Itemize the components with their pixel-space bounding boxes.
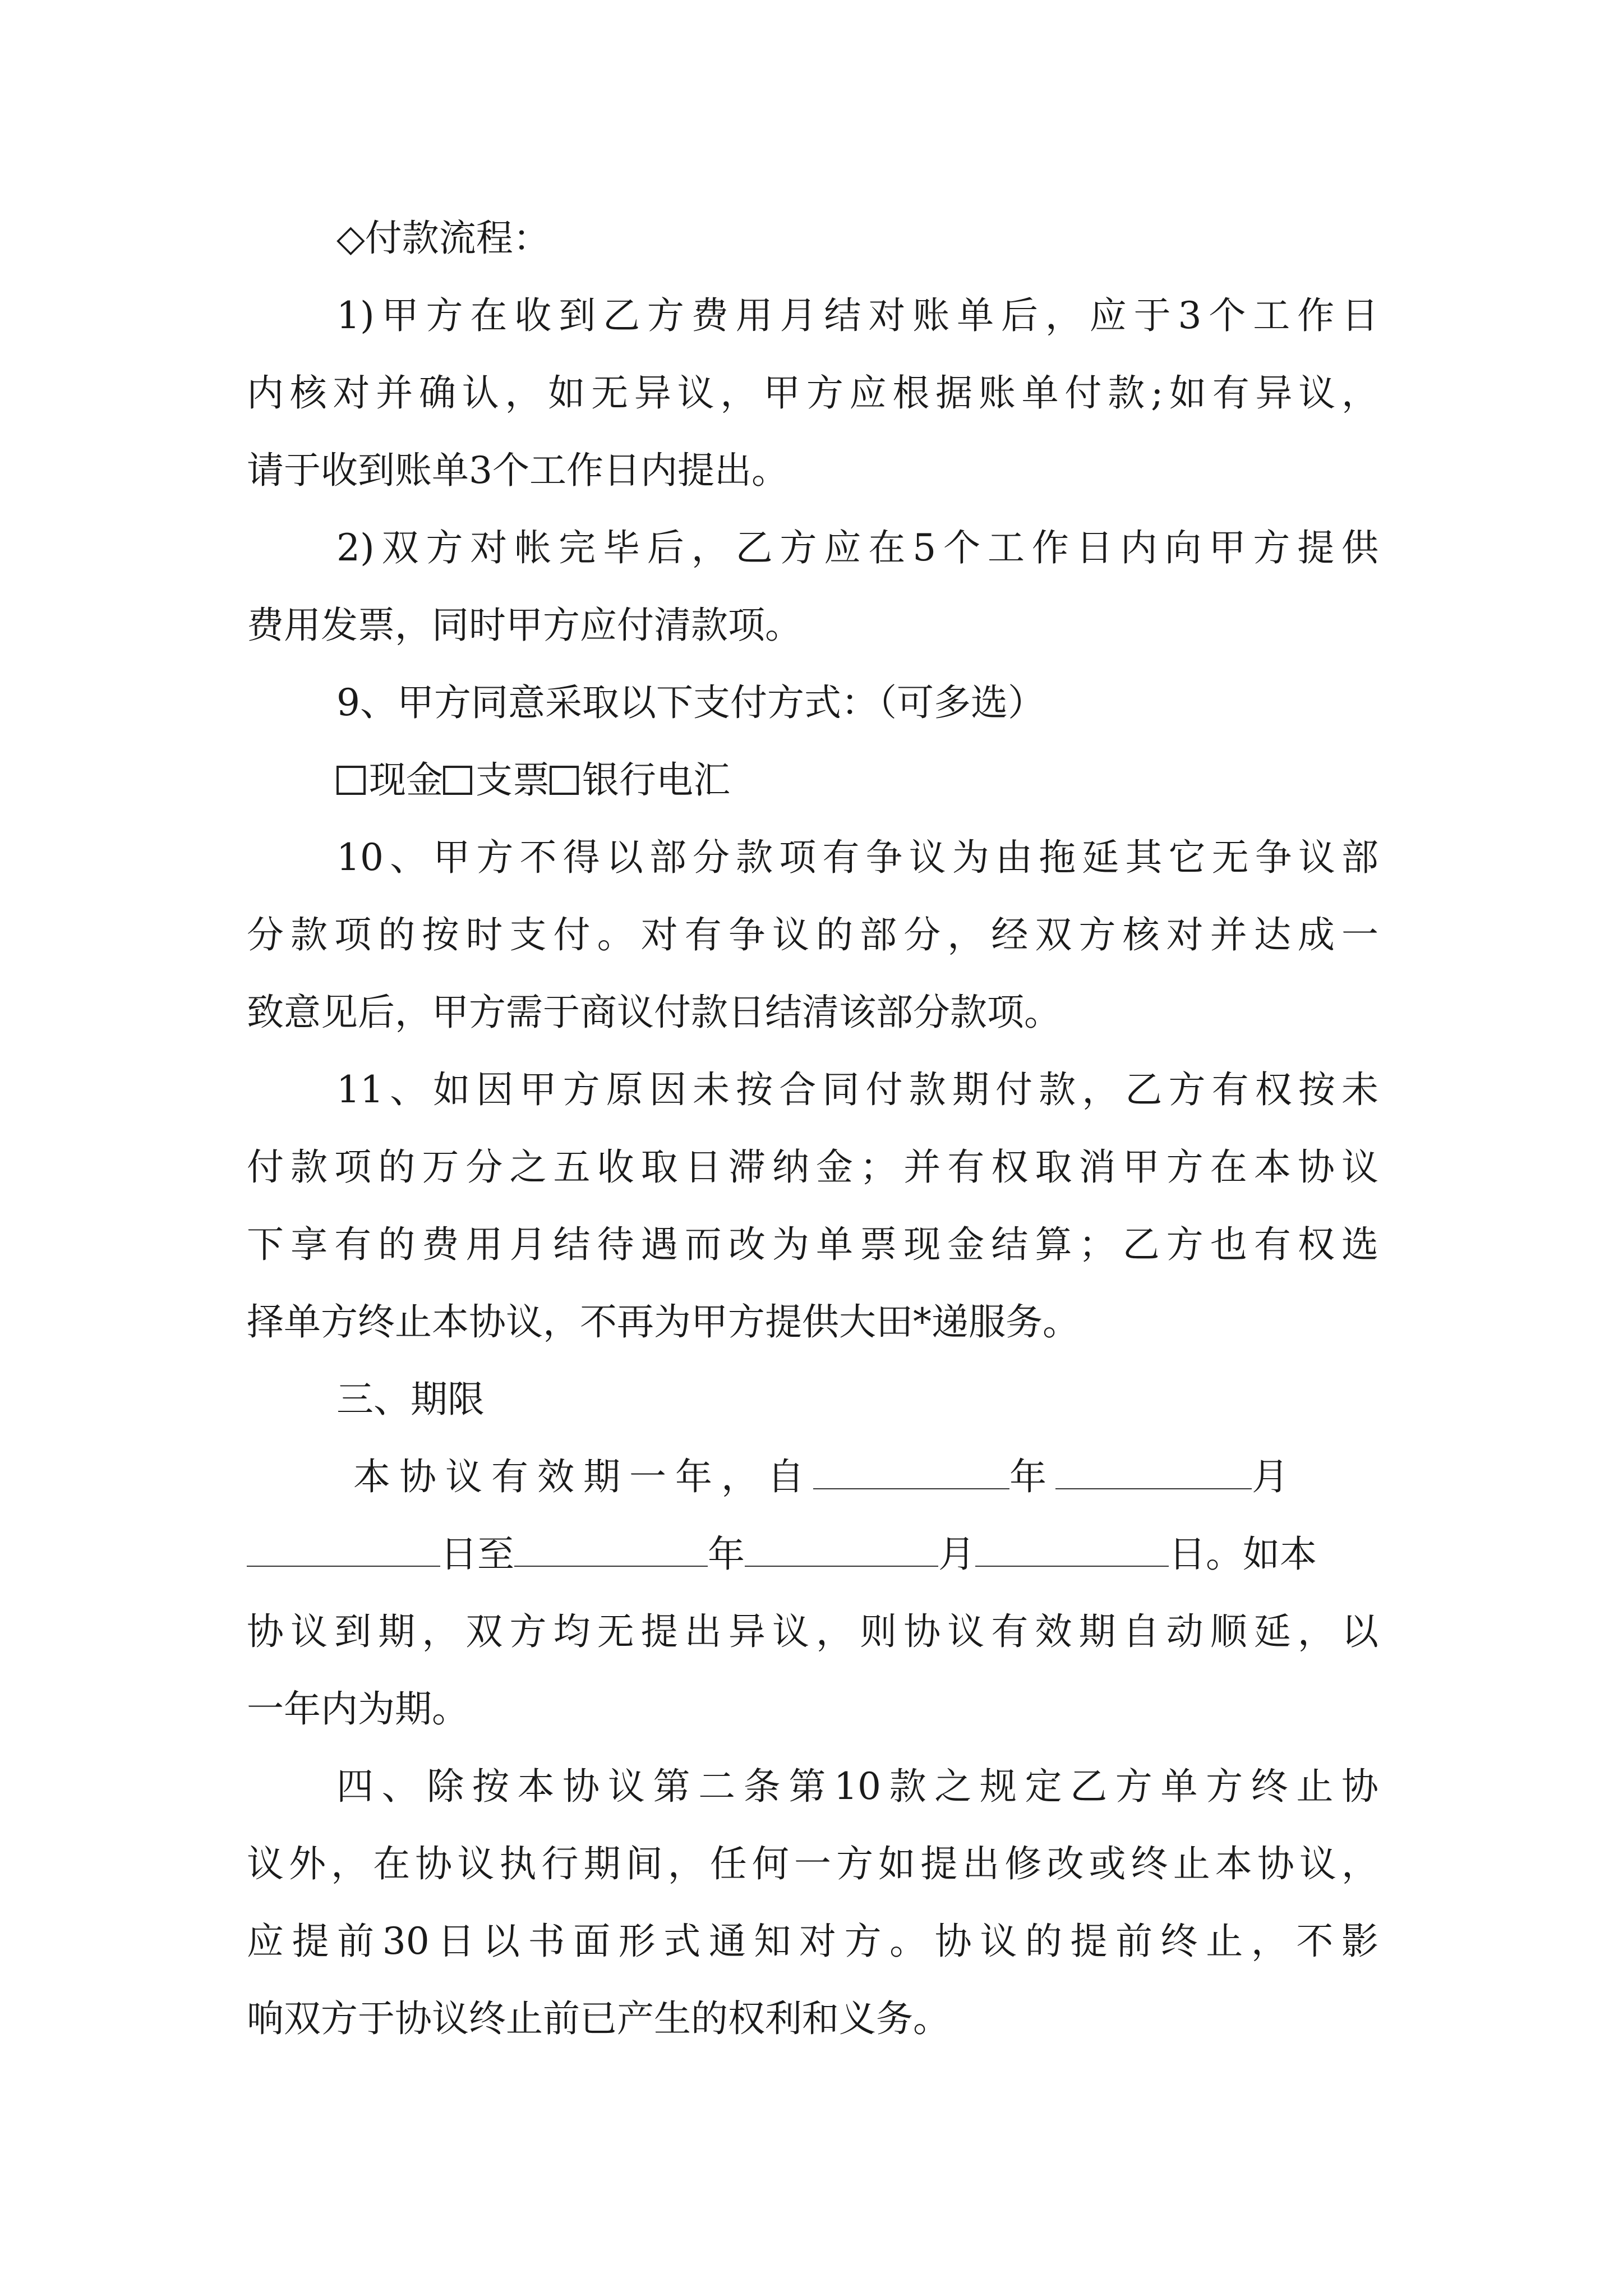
- start-month-blank[interactable]: [1055, 1455, 1252, 1489]
- term-line1: [353, 1452, 1298, 1502]
- option-cash-label: 现金: [369, 758, 443, 802]
- end-day-blank[interactable]: [975, 1532, 1169, 1567]
- item1-line3: 请于收到账单3个工作日内提出。: [247, 449, 789, 492]
- section3-heading: 三、期限: [336, 1378, 485, 1421]
- clause10-line3: 致意见后，甲方需于商议付款日结清该部分款项。: [247, 991, 1061, 1034]
- clause9-text: 9、甲方同意采取以下支付方式：（可多选）: [336, 681, 1045, 724]
- section4-line4: 响双方于协议终止前已产生的权利和义务。: [247, 1997, 950, 2040]
- item2-line1: 2)双方对帐完毕后，乙方应在5个工作日内向甲方提供: [336, 526, 1378, 569]
- end-year-blank[interactable]: [514, 1532, 708, 1567]
- clause11-line2: 付款项的万分之五收取日滞纳金；并有权取消甲方在本协议: [247, 1145, 1378, 1189]
- term-end-day-label: 日。如本: [1169, 1533, 1317, 1576]
- clause11-line3: 下享有的费用月结待遇而改为单票现金结算；乙方也有权选: [247, 1223, 1378, 1266]
- payment-flow-heading: ◇付款流程：: [336, 217, 550, 260]
- term-line2: [247, 1529, 1317, 1580]
- term-end-year-label: 年: [708, 1533, 745, 1576]
- term-month-label: 月: [1252, 1455, 1298, 1498]
- section3-line4: 一年内为期。: [247, 1687, 469, 1731]
- section4-line3: 应提前30日以书面形式通知对方。协议的提前终止，不影: [247, 1920, 1378, 1963]
- end-month-blank[interactable]: [745, 1532, 938, 1567]
- clause11-line4: 择单方终止本协议，不再为甲方提供大田*递服务。: [247, 1300, 1080, 1343]
- checkbox-cheque[interactable]: [443, 766, 472, 795]
- payment-options: [336, 755, 730, 806]
- item1-line2: 内核对并确认，如无异议，甲方应根据账单付款;如有异议，: [247, 371, 1378, 415]
- checkbox-cash[interactable]: [336, 766, 366, 795]
- section4-line1: 四、除按本协议第二条第10款之规定乙方单方终止协: [336, 1765, 1378, 1808]
- term-day-to-label: 日至: [440, 1533, 514, 1576]
- start-day-blank[interactable]: [247, 1532, 440, 1567]
- clause10-line1: 10、甲方不得以部分款项有争议为由拖延其它无争议部: [336, 836, 1378, 879]
- start-year-blank[interactable]: [813, 1455, 1009, 1489]
- item2-line2: 费用发票，同时甲方应付清款项。: [247, 604, 802, 647]
- section3-line3: 协议到期，双方均无提出异议，则协议有效期自动顺延，以: [247, 1610, 1378, 1653]
- term-year-label: 年: [1009, 1455, 1055, 1498]
- option-wire-label: 银行电汇: [582, 758, 730, 802]
- checkbox-wire-transfer[interactable]: [550, 766, 579, 795]
- term-end-month-label: 月: [938, 1533, 975, 1576]
- item1-line1: 1)甲方在收到乙方费用月结对账单后，应于3个工作日: [336, 294, 1378, 337]
- section4-line2: 议外，在协议执行期间，任何一方如提出修改或终止本协议，: [247, 1842, 1378, 1885]
- clause11-line1: 11、如因甲方原因未按合同付款期付款，乙方有权按未: [336, 1068, 1378, 1111]
- option-cheque-label: 支票: [476, 758, 550, 802]
- clause10-line2: 分款项的按时支付。对有争议的部分，经双方核对并达成一: [247, 913, 1378, 956]
- term-text-start: 本协议有效期一年，自: [353, 1455, 813, 1498]
